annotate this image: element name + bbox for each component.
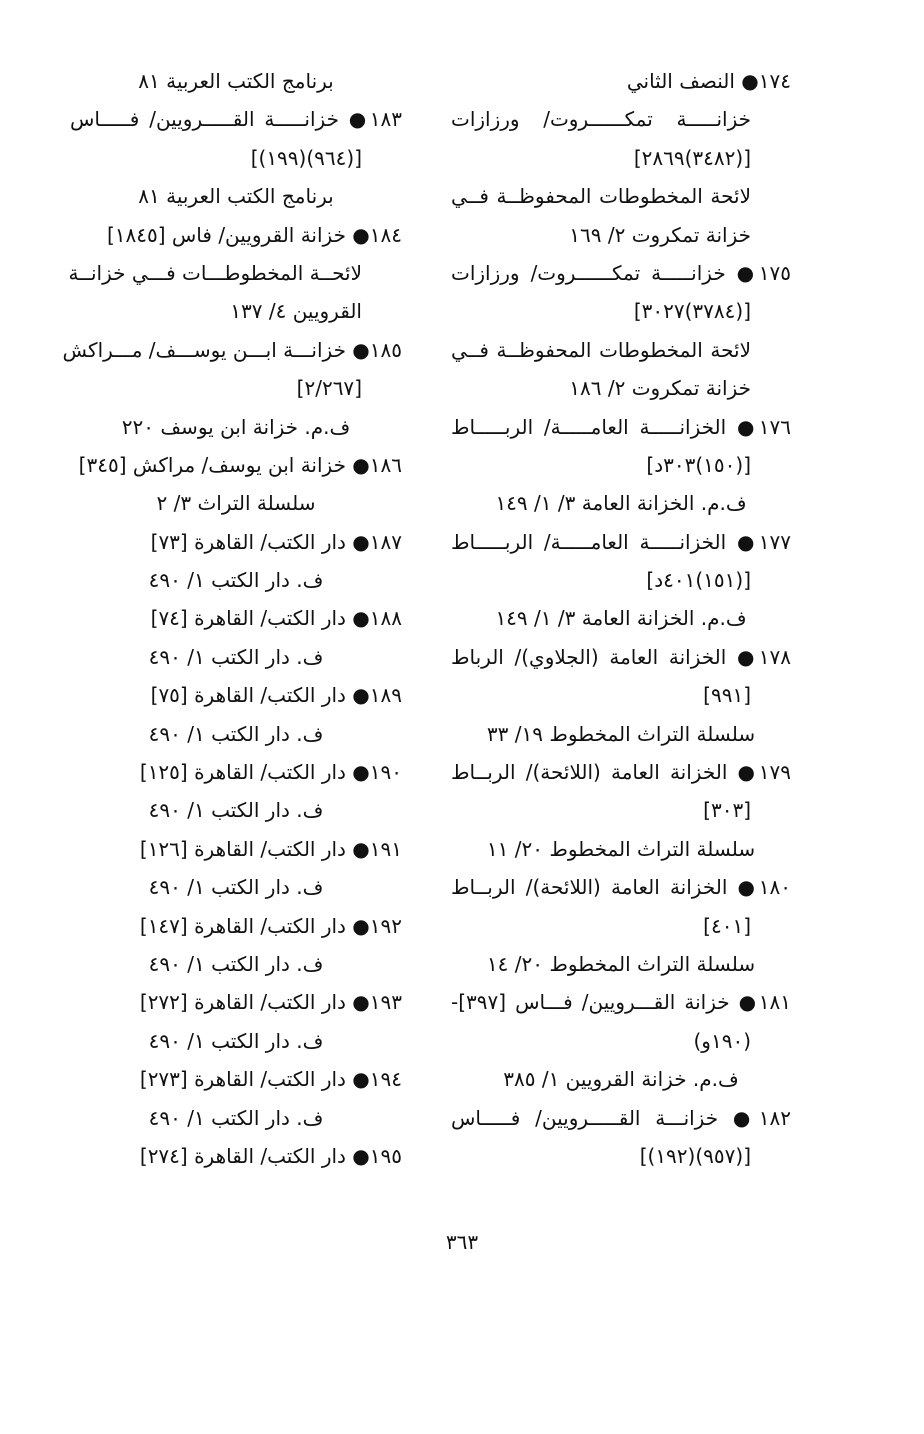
right-column-line: سلسلة التراث المخطوط ٢٠/ ١١ bbox=[486, 836, 756, 861]
left-column-line: ف.م. خزانة ابن يوسف ٢٢٠ bbox=[121, 414, 351, 439]
right-column-line: سلسلة التراث المخطوط ٢٠/ ١٤ bbox=[486, 951, 756, 976]
left-column-line: ١٨٦● خزانة ابن يوسف/ مراكش [٣٤٥] bbox=[78, 452, 402, 477]
right-column-line: ١٧٩● الخزانة العامة (اللائحة)/ الربــاط bbox=[451, 760, 791, 785]
right-column-line: خزانة تمكروت ٢/ ١٨٦ bbox=[569, 376, 751, 401]
left-column-line: ١٩٢● دار الكتب/ القاهرة [١٤٧] bbox=[139, 913, 402, 938]
right-column bbox=[451, 62, 791, 1175]
left-column-line: ١٩٥● دار الكتب/ القاهرة [٢٧٤] bbox=[139, 1143, 402, 1168]
right-column-line: [٤٠١] bbox=[703, 913, 751, 938]
right-column-line: ١٨١● خزانة القـــرويين/ فـــاس [٣٩٧]- bbox=[451, 990, 791, 1015]
left-column-line: ف. دار الكتب ١/ ٤٩٠ bbox=[148, 1105, 324, 1130]
left-column-line: ١٩١● دار الكتب/ القاهرة [١٢٦] bbox=[139, 836, 402, 861]
left-column bbox=[62, 62, 402, 1175]
left-column-line: ف. دار الكتب ١/ ٤٩٠ bbox=[148, 644, 324, 669]
left-column-line: ١٩٣● دار الكتب/ القاهرة [٢٧٢] bbox=[139, 990, 402, 1015]
left-column-line: ١٨٥● خزانـــة ابـــن يوســـف/ مـــراكش bbox=[62, 337, 402, 362]
right-column-line: [(١٥١)٤٠١د] bbox=[646, 568, 751, 593]
right-column-line: ١٧٨● الخزانة العامة (الجلاوي)/ الرباط bbox=[451, 644, 791, 669]
right-column-line: ف.م. خزانة القرويين ١/ ٣٨٥ bbox=[503, 1067, 739, 1092]
right-column-line: ١٧٥● خزانـــــة تمكــــــروت/ ورزازات bbox=[451, 260, 791, 285]
right-column-line: ١٨٠● الخزانة العامة (اللائحة)/ الربــاط bbox=[451, 875, 791, 900]
right-column-line: خزانـــــة تمكــــــروت/ ورزازات bbox=[451, 107, 751, 132]
right-column-line: [(٩٥٧)(١٩٢)] bbox=[639, 1143, 751, 1168]
left-column-line: ف. دار الكتب ١/ ٤٩٠ bbox=[148, 568, 324, 593]
right-column-line: [(١٥٠)٣٠٣د] bbox=[646, 452, 751, 477]
right-column-line: [٩٩١] bbox=[703, 683, 751, 708]
left-column-line: ١٩٠● دار الكتب/ القاهرة [١٢٥] bbox=[139, 760, 402, 785]
right-column-line: ١٧٦● الخزانـــــة العامـــــة/ الربـــــاط bbox=[451, 414, 791, 439]
left-column-line: لائحــة المخطوطـــات فـــي خزانــة bbox=[68, 260, 362, 285]
left-column-line: ف. دار الكتب ١/ ٤٩٠ bbox=[148, 951, 324, 976]
left-column-line: ف. دار الكتب ١/ ٤٩٠ bbox=[148, 1028, 324, 1053]
right-column-line: ١٧٤● النصف الثاني bbox=[626, 69, 791, 93]
left-column-line: ف. دار الكتب ١/ ٤٩٠ bbox=[148, 798, 324, 823]
right-column-line: [(٣٧٨٤)٣٠٢٧] bbox=[633, 299, 751, 324]
right-column-line: [٣٠٣] bbox=[703, 798, 751, 823]
left-column-line: القرويين ٤/ ١٣٧ bbox=[230, 299, 362, 324]
right-column-line: [(٣٤٨٢)٢٨٦٩] bbox=[633, 145, 751, 170]
right-column-line: (١٩٠و) bbox=[693, 1028, 751, 1053]
left-column-line: ١٨٨● دار الكتب/ القاهرة [٧٤] bbox=[150, 606, 402, 631]
right-column-line: سلسلة التراث المخطوط ١٩/ ٣٣ bbox=[486, 721, 756, 746]
left-column-line: [(٩٦٤)(١٩٩)] bbox=[250, 145, 362, 170]
right-column-line: ف.م. الخزانة العامة ٣/ ١/ ١٤٩ bbox=[495, 491, 747, 516]
page-number: ٣٦٣ bbox=[445, 1230, 479, 1254]
left-column-line: سلسلة التراث ٣/ ٢ bbox=[156, 491, 316, 516]
left-column-line: ١٨٧● دار الكتب/ القاهرة [٧٣] bbox=[150, 529, 402, 554]
left-column-line: برنامج الكتب العربية ٨١ bbox=[138, 184, 334, 209]
left-column-line: ١٨٣● خزانـــــة القـــــرويين/ فـــــاس bbox=[70, 107, 402, 132]
right-column-line: خزانة تمكروت ٢/ ١٦٩ bbox=[569, 222, 751, 247]
right-column-line: ١٨٢● خزانـــة القـــــرويين/ فـــــاس bbox=[451, 1105, 791, 1130]
left-column-line: برنامج الكتب العربية ٨١ bbox=[138, 69, 334, 93]
right-column-line: لائحة المخطوطات المحفوظــة فــي bbox=[451, 184, 751, 209]
right-column-line: لائحة المخطوطات المحفوظــة فــي bbox=[451, 337, 751, 362]
left-column-line: ف. دار الكتب ١/ ٤٩٠ bbox=[148, 875, 324, 900]
left-column-line: ف. دار الكتب ١/ ٤٩٠ bbox=[148, 721, 324, 746]
right-column-line: ف.م. الخزانة العامة ٣/ ١/ ١٤٩ bbox=[495, 606, 747, 631]
left-column-line: [٢/٢٦٧] bbox=[296, 376, 362, 401]
right-column-line: ١٧٧● الخزانـــــة العامـــــة/ الربـــــاط bbox=[451, 529, 791, 554]
left-column-line: ١٨٩● دار الكتب/ القاهرة [٧٥] bbox=[150, 683, 402, 708]
left-column-line: ١٨٤● خزانة القرويين/ فاس [١٨٤٥] bbox=[106, 222, 402, 247]
left-column-line: ١٩٤● دار الكتب/ القاهرة [٢٧٣] bbox=[139, 1067, 402, 1092]
